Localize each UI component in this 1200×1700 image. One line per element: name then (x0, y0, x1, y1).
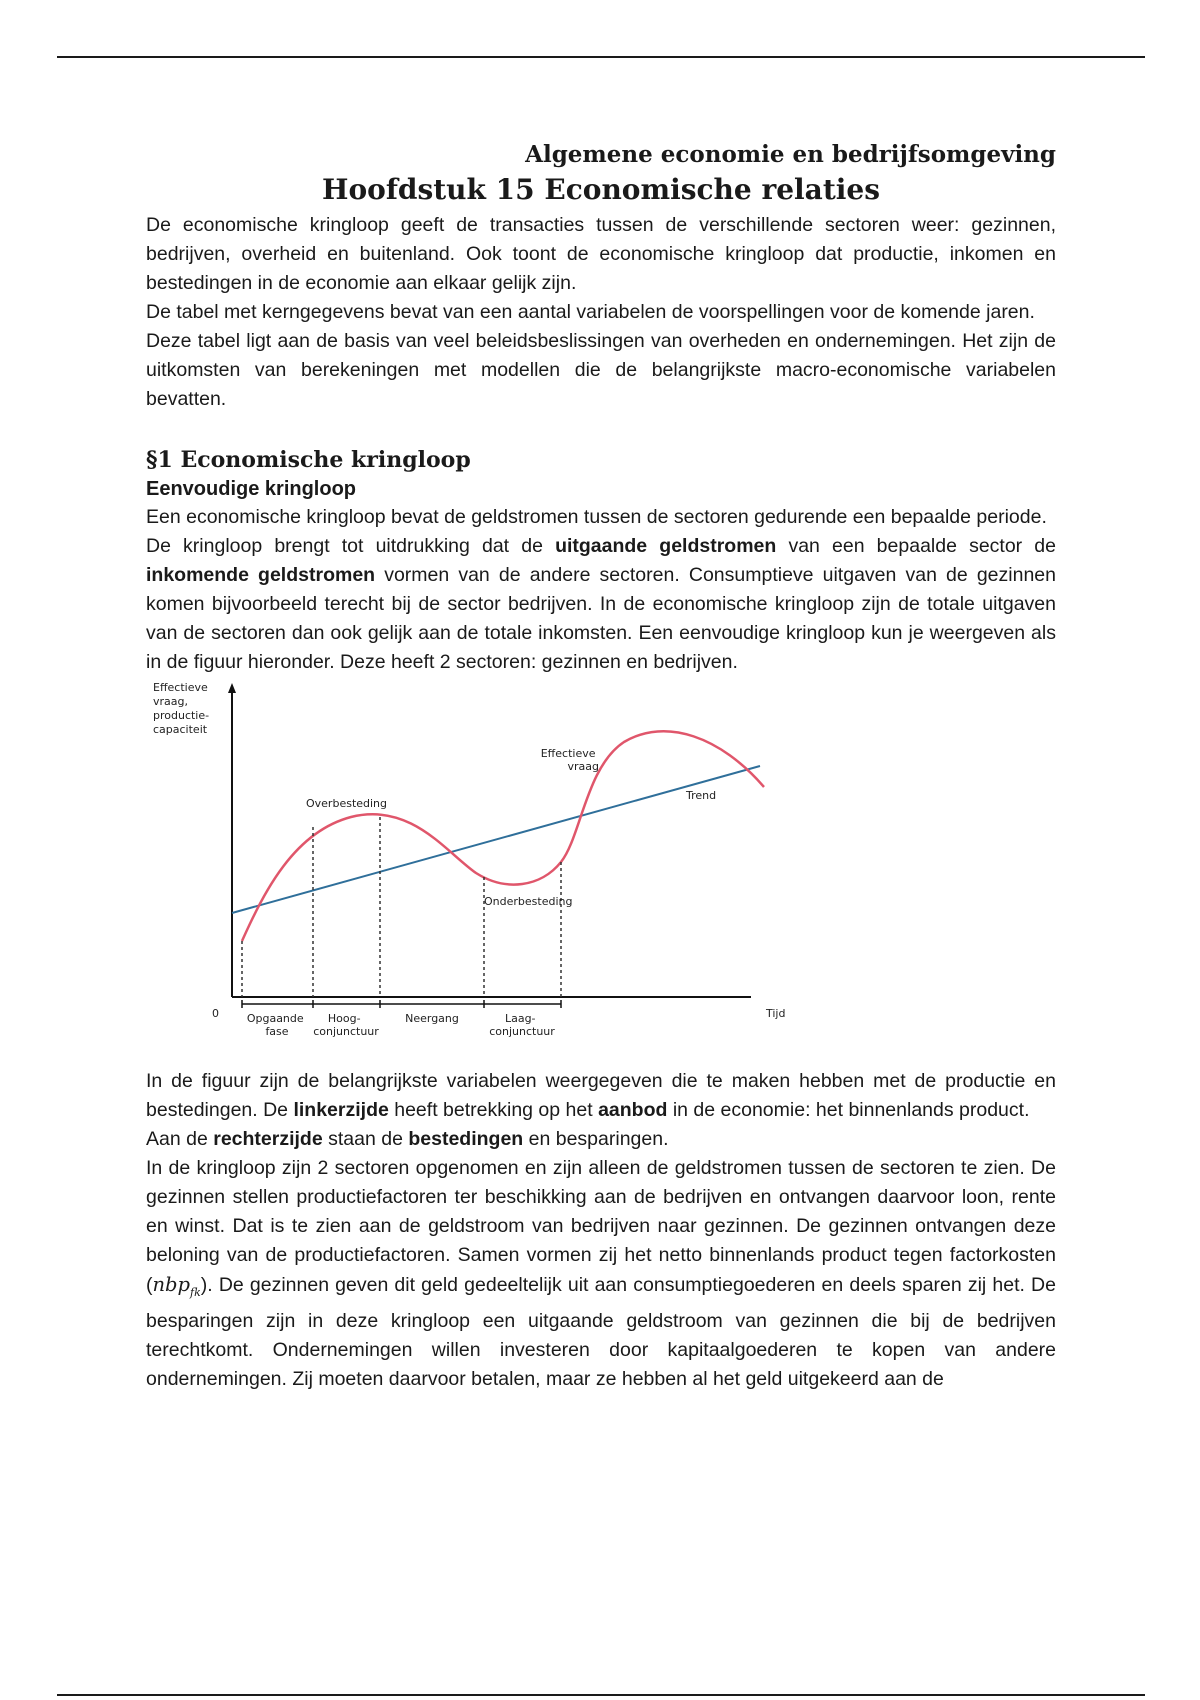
phase-brackets (242, 1000, 561, 1008)
text-run: vormen van de andere sectoren. Consumptieve uitgaven van de gezinnen komen bijvoorbeeld terecht bij de sector bedrijven. In de economische kringloop zijn de totale uitgaven van de sectoren dan ook gelijk aan de totale inkomsten. Een eenvoudige kringloop kun je weergeven als in de figuur hieronder. Deze heeft 2 sectoren: gezinnen en bedrijven. (146, 564, 1056, 673)
y-axis-arrow-icon (228, 683, 236, 693)
text-run: De kringloop brengt tot uitdrukking dat de (146, 535, 556, 557)
bold-term-rechterzijde: rechterzijde (213, 1128, 323, 1150)
math-nbp (152, 1273, 201, 1299)
trend-line (232, 766, 760, 913)
text-run: en besparingen. (523, 1128, 669, 1150)
origin-label: 0 (212, 1007, 219, 1020)
bold-term-aanbod: aanbod (598, 1099, 668, 1121)
section-heading: §1 Economische kringloop (146, 447, 471, 473)
text-run: staan de (322, 1128, 409, 1150)
label-onderbesteding: Onderbesteding (484, 895, 573, 908)
text-run: Aan de (146, 1128, 214, 1150)
phase-label-opgaande: Opgaande fase (246, 1012, 304, 1038)
effective-demand-curve (242, 731, 764, 941)
x-axis-label: Tijd (766, 1007, 786, 1020)
text-run: ). De gezinnen geven dit geld gedeeltelijk uit aan consumptiegoederen en deels sparen zij het. De besparingen zijn in deze kringloop een uitgaande geldstroom van gezinnen die bij de bedrijven terechtkomt. Ondernemingen willen investeren door kapitaalgoederen te kopen van andere ondernemingen. Zij moeten daarvoor betalen, maar ze hebben al het geld uitgekeerd aan de (146, 1274, 1056, 1390)
bold-term-linkerzijde: linkerzijde (293, 1099, 389, 1121)
bold-term-bestedingen: bestedingen (408, 1128, 524, 1150)
business-cycle-figure (146, 677, 1056, 1067)
phase-label-neergang: Neergang (405, 1012, 459, 1025)
phase-label-laagconjunctuur: Laag- conjunctuur (489, 1012, 555, 1038)
y-axis-label: Effectieve vraag, productie- capaciteit (153, 681, 210, 736)
paragraph-geldstromen (146, 532, 1056, 677)
subsection-heading: Eenvoudige kringloop (146, 478, 357, 500)
business-cycle-diagram (146, 677, 1056, 1067)
bottom-rule (57, 1694, 1145, 1696)
bold-term-inkomende: inkomende geldstromen (146, 564, 376, 586)
paragraph-figure-explanation (146, 1067, 1056, 1125)
page-content (146, 140, 1056, 1394)
text-run: in de economie: het binnenlands product. (667, 1099, 1030, 1121)
top-rule (57, 56, 1145, 58)
intro-paragraph-2: De tabel met kerngegevens bevat van een aantal variabelen de voorspellingen voor de komende jaren. (146, 301, 1035, 323)
label-overbesteding: Overbesteding (306, 797, 388, 810)
math-subscript: fk (190, 1285, 201, 1299)
math-symbol: nbp (152, 1273, 191, 1296)
intro-paragraph-1: De economische kringloop geeft de transacties tussen de verschillende sectoren weer: gezinnen, bedrijven, overheid en buitenland. Ook toont de economische kringloop dat productie, inkomen en bestedingen in de economie aan elkaar gelijk zijn. (146, 214, 1056, 294)
chapter-title: Hoofdstuk 15 Economische relaties (322, 173, 880, 206)
paragraph-rechterzijde (146, 1125, 1056, 1154)
text-run: heeft betrekking op het (388, 1099, 599, 1121)
paragraph-definition: Een economische kringloop bevat de geldstromen tussen de sectoren gedurende een bepaalde periode. (146, 506, 1047, 528)
label-effectieve-vraag: Effectieve vraag (540, 747, 599, 773)
intro-paragraph-3: Deze tabel ligt aan de basis van veel beleidsbeslissingen van overheden en ondernemingen. Het zijn de uitkomsten van berekeningen met modellen die de belangrijkste macro-economische variabelen bevatten. (146, 330, 1056, 410)
course-title: Algemene economie en bedrijfsomgeving (525, 141, 1056, 168)
bold-term-uitgaande: uitgaande geldstromen (555, 535, 777, 557)
label-trend: Trend (686, 789, 717, 802)
phase-label-hoogconjunctuur: Hoog- conjunctuur (313, 1012, 379, 1038)
text-run: In de figuur zijn de belangrijkste variabelen weergegeven die te maken hebben met de productie en bestedingen. De (146, 1070, 1056, 1121)
text-run: van een bepaalde sector de (776, 535, 1056, 557)
paragraph-two-sectors (146, 1154, 1056, 1394)
text-run: In de kringloop zijn 2 sectoren opgenomen en zijn alleen de geldstromen tussen de sectoren te zien. De gezinnen stellen productiefactoren ter beschikking aan de bedrijven en ontvangen daarvoor loon, rente en winst. Dat is te zien aan de geldstroom van bedrijven naar gezinnen. De gezinnen ontvangen deze beloning van de productiefactoren. Samen vormen zij het netto binnenlands product tegen factorkosten ( (146, 1157, 1056, 1296)
